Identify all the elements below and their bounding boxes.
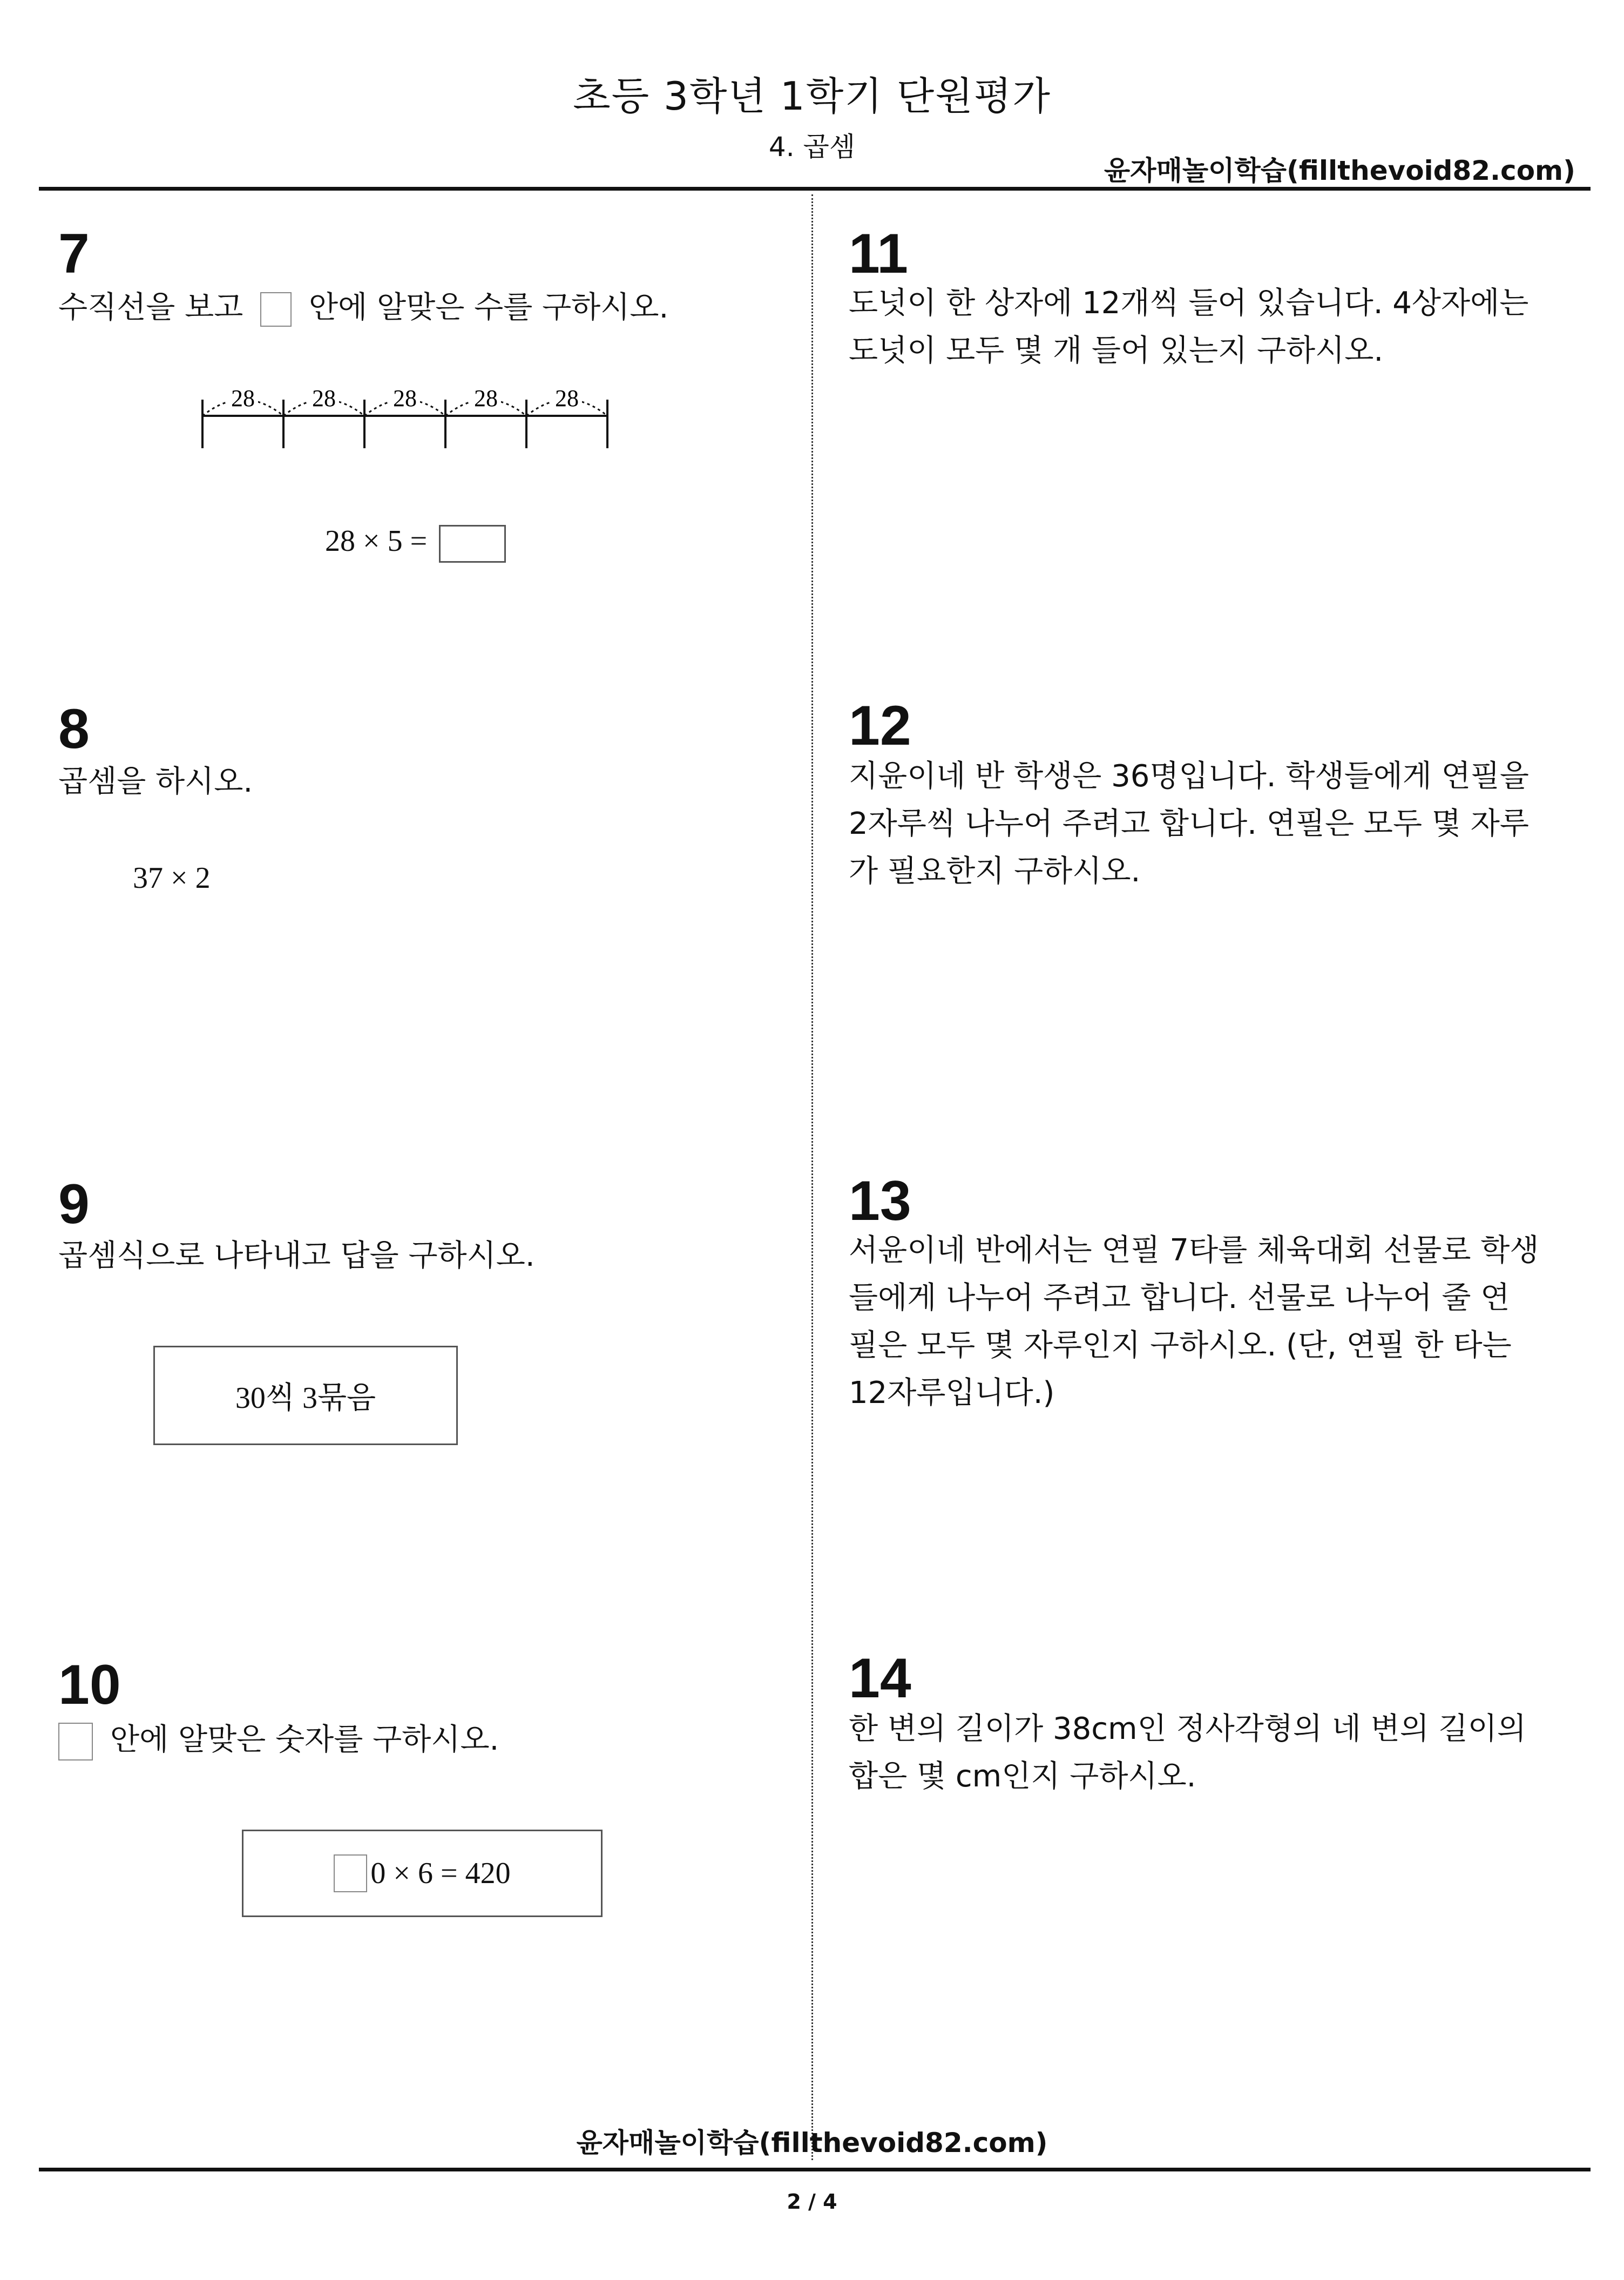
answer-box[interactable] (439, 525, 506, 563)
question-7-number: 7 (58, 222, 90, 285)
question-8-text: 곱셈을 하시오. (58, 764, 253, 799)
question-14-number: 14 (849, 1647, 911, 1710)
unit-subtitle: 4. 곱셈 (768, 131, 856, 163)
text-line: 한 변의 길이가 38cm인 정사각형의 네 변의 길이의 (849, 1711, 1526, 1746)
header-rule (39, 187, 1591, 191)
question-10-equation: 0 × 6 = 420 (370, 1857, 511, 1890)
question-8-expression: 37 × 2 (133, 861, 211, 895)
text-line: 12자루입니다.) (849, 1375, 1055, 1411)
equation-text: 28 × 5 = (325, 524, 428, 558)
question-9-number: 9 (58, 1173, 90, 1236)
segment-label: 28 (312, 385, 336, 412)
question-7-text-after: 안에 알맞은 수를 구하시오. (309, 290, 669, 325)
text-line: 필은 모두 몇 자루인지 구하시오. (단, 연필 한 타는 (849, 1328, 1512, 1363)
question-7-equation (325, 520, 506, 563)
segment-label: 28 (555, 385, 579, 412)
text-line: 도넛이 한 상자에 12개씩 들어 있습니다. 4상자에는 (849, 286, 1529, 321)
question-12-text (849, 753, 1567, 895)
question-9-text: 곱셈식으로 나타내고 답을 구하시오. (58, 1238, 535, 1273)
question-9-box: 30씩 3묶음 (153, 1346, 458, 1445)
blank-square-icon (58, 1723, 93, 1760)
site-credit-bottom: 윤자매놀이학습(fillthevoid82.com) (576, 2127, 1048, 2158)
question-10-text: 안에 알맞은 숫자를 구하시오. (110, 1722, 499, 1757)
segment-label: 28 (393, 385, 417, 412)
text-line: 들에게 나누어 주려고 합니다. 선물로 나누어 줄 연 (849, 1280, 1510, 1316)
number-line-diagram (194, 378, 615, 459)
question-10-text-row (58, 1716, 499, 1764)
question-12-number: 12 (849, 694, 911, 757)
site-credit-top: 윤자매놀이학습(fillthevoid82.com) (1104, 155, 1575, 186)
footer-rule (39, 2168, 1591, 2171)
question-11-number: 11 (849, 222, 908, 285)
text-line: 2자루씩 나누어 주려고 합니다. 연필은 모두 몇 자루 (849, 806, 1529, 841)
question-13-number: 13 (849, 1170, 911, 1232)
question-13-text (849, 1227, 1567, 1417)
text-line: 가 필요한지 구하시오. (849, 854, 1141, 889)
question-10-number: 10 (58, 1654, 121, 1716)
question-11-text (849, 280, 1567, 375)
column-divider (811, 194, 813, 2160)
page-number: 2 / 4 (787, 2190, 837, 2214)
segment-label: 28 (474, 385, 498, 412)
blank-square-icon[interactable] (334, 1854, 367, 1892)
blank-square-icon (260, 292, 292, 327)
segment-label: 28 (231, 385, 255, 412)
question-7-text-before: 수직선을 보고 (58, 290, 243, 325)
question-10-box (242, 1830, 603, 1917)
text-line: 도넛이 모두 몇 개 들어 있는지 구하시오. (849, 333, 1384, 368)
question-8-number: 8 (58, 698, 90, 760)
text-line: 서윤이네 반에서는 연필 7타를 체육대회 선물로 학생 (849, 1233, 1539, 1268)
text-line: 합은 몇 cm인지 구하시오. (849, 1759, 1196, 1794)
question-7-text (58, 284, 668, 332)
text-line: 지윤이네 반 학생은 36명입니다. 학생들에게 연필을 (849, 759, 1529, 794)
question-14-text (849, 1705, 1567, 1800)
page-title: 초등 3학년 1학기 단원평가 (573, 73, 1051, 119)
